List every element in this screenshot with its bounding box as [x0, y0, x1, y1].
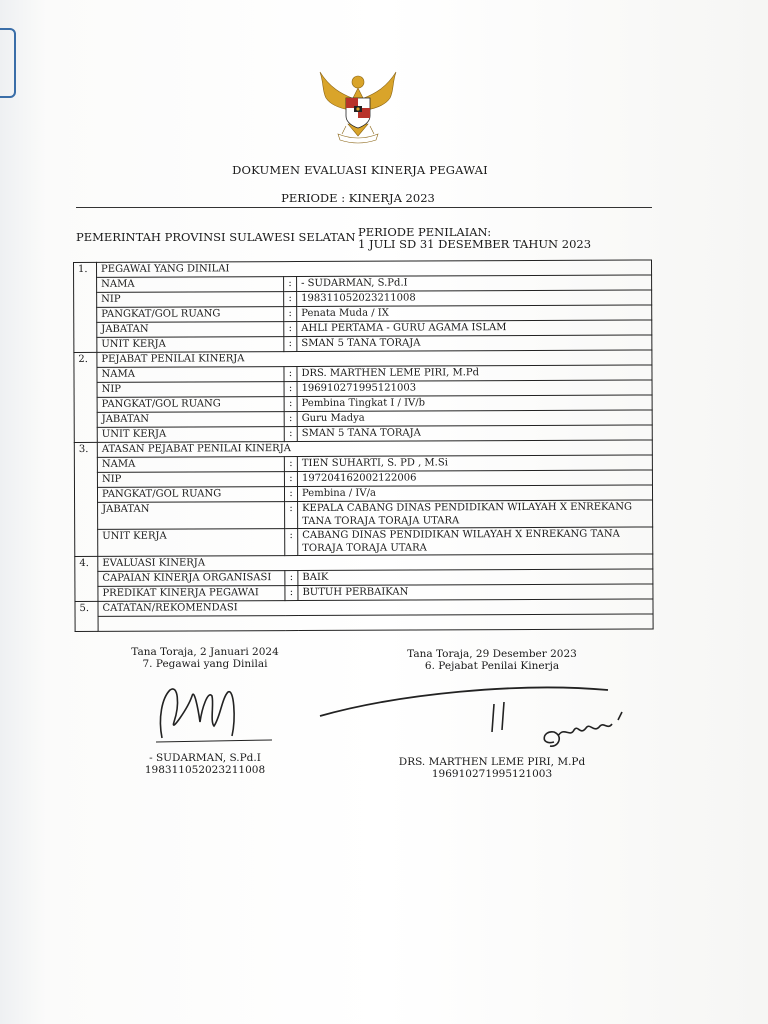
document-period: PERIODE : KINERJA 2023 — [281, 191, 435, 205]
assessor-name: DRS. MARTHEN LEME PIRI, M.Pd — [398, 756, 586, 768]
field-value: KEPALA CABANG DINAS PENDIDIKAN WILAYAH X ENREKANG TANA TORAJA TORAJA UTARA — [298, 500, 653, 529]
field-label: NIP — [97, 472, 284, 488]
document-title: DOKUMEN EVALUASI KINERJA PEGAWAI — [232, 163, 488, 177]
section-number: 5. — [75, 601, 98, 631]
field-separator: : — [284, 382, 297, 397]
field-value: DRS. MARTHEN LEME PIRI, M.Pd — [297, 365, 652, 382]
field-separator: : — [285, 586, 298, 601]
section-number: 3. — [74, 442, 97, 556]
field-label: PANGKAT/GOL RUANG — [97, 397, 284, 413]
assessor-place-date: Tana Toraja, 29 Desember 2023 — [407, 648, 577, 660]
field-label: PANGKAT/GOL RUANG — [97, 487, 284, 503]
field-separator: : — [285, 571, 298, 586]
field-separator: : — [284, 472, 297, 487]
field-value: SMAN 5 TANA TORAJA — [297, 335, 652, 352]
assessor-name-block — [382, 756, 602, 780]
field-label: UNIT KERJA — [97, 427, 284, 443]
field-label: NIP — [97, 382, 284, 398]
employee-handwritten-signature — [148, 678, 278, 748]
assessment-period-label: PERIODE PENILAIAN: — [358, 225, 492, 239]
assessor-nip: 196910271995121003 — [431, 768, 553, 780]
field-value: 198311052023211008 — [297, 290, 652, 307]
field-separator: : — [284, 307, 297, 322]
field-value: SMAN 5 TANA TORAJA — [297, 425, 652, 442]
section-number: 1. — [74, 262, 97, 352]
field-value: AHLI PERTAMA - GURU AGAMA ISLAM — [297, 320, 652, 337]
field-label: NAMA — [97, 457, 284, 473]
field-separator: : — [284, 412, 297, 427]
field-value: CABANG DINAS PENDIDIKAN WILAYAH X ENREKANG TANA TORAJA TORAJA UTARA — [298, 527, 653, 556]
field-value: Pembina Tingkat I / IV/b — [297, 395, 652, 412]
field-label: NAMA — [97, 367, 284, 383]
section-title: PEJABAT PENILAI KINERJA — [97, 350, 652, 367]
field-label: PREDIKAT KINERJA PEGAWAI — [98, 586, 285, 602]
section-number: 2. — [74, 352, 97, 442]
section-title: CATATAN/REKOMENDASI — [98, 599, 653, 616]
page-edge-mark — [0, 28, 16, 98]
field-separator: : — [284, 367, 297, 382]
field-value: BUTUH PERBAIKAN — [298, 584, 653, 601]
field-separator: : — [285, 529, 298, 556]
field-value: Penata Muda / IX — [297, 305, 652, 322]
field-value: Pembina / IV/a — [297, 485, 652, 502]
field-separator: : — [284, 277, 297, 292]
field-separator: : — [284, 457, 297, 472]
field-value: BAIK — [298, 569, 653, 586]
table-row — [75, 527, 653, 557]
table-row — [75, 614, 653, 632]
assessor-role: 6. Pejabat Penilai Kinerja — [424, 660, 560, 672]
evaluation-table — [73, 259, 654, 632]
organization-name: PEMERINTAH PROVINSI SULAWESI SELATAN — [76, 230, 356, 244]
field-value: 197204162002122006 — [297, 470, 652, 487]
field-label: UNIT KERJA — [98, 529, 285, 557]
assessor-handwritten-signature — [318, 676, 638, 756]
field-label: NIP — [97, 292, 284, 308]
field-separator: : — [285, 502, 298, 529]
field-label: JABATAN — [98, 502, 285, 530]
field-label: NAMA — [97, 277, 284, 293]
empty-notes-cell — [98, 614, 653, 631]
field-value: Guru Madya — [297, 410, 652, 427]
field-label: UNIT KERJA — [97, 337, 284, 353]
field-value: 196910271995121003 — [297, 380, 652, 397]
employee-place-date: Tana Toraja, 2 Januari 2024 — [131, 646, 279, 658]
section-title: ATASAN PEJABAT PENILAI KINERJA — [97, 440, 652, 457]
field-value: - SUDARMAN, S.Pd.I — [297, 275, 652, 292]
assessment-period-range: 1 JULI SD 31 DESEMBER TAHUN 2023 — [358, 237, 592, 251]
field-separator: : — [284, 322, 297, 337]
field-label: JABATAN — [97, 412, 284, 428]
section-number: 4. — [75, 556, 98, 601]
employee-name: - SUDARMAN, S.Pd.I — [149, 752, 261, 764]
employee-role: 7. Pegawai yang Dinilai — [142, 658, 268, 670]
field-label: JABATAN — [97, 322, 284, 338]
employee-signature-block — [110, 646, 300, 670]
field-label: PANGKAT/GOL RUANG — [97, 307, 284, 323]
employee-nip: 198311052023211008 — [144, 764, 266, 776]
section-title: PEGAWAI YANG DINILAI — [97, 260, 652, 277]
field-separator: : — [284, 397, 297, 412]
table-row — [75, 500, 653, 530]
field-separator: : — [284, 337, 297, 352]
employee-name-block — [110, 752, 300, 776]
garuda-emblem-icon — [312, 64, 404, 150]
field-separator: : — [284, 427, 297, 442]
field-value: TIEN SUHARTI, S. PD , M.Si — [297, 455, 652, 472]
field-separator: : — [284, 292, 297, 307]
field-label: CAPAIAN KINERJA ORGANISASI — [98, 571, 285, 587]
field-separator: : — [284, 487, 297, 502]
assessor-signature-block — [392, 648, 592, 672]
header-divider — [76, 207, 652, 208]
section-title: EVALUASI KINERJA — [98, 554, 653, 571]
